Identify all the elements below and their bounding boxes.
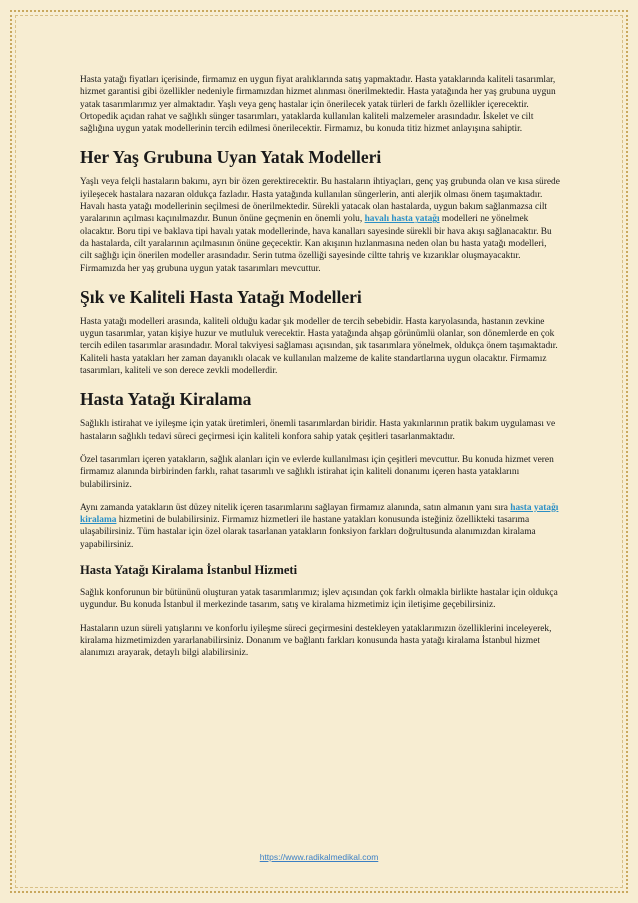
intro-paragraph: Hasta yatağı fiyatları içerisinde, firmamız en uygun fiyat aralıklarında satış yapmaktadır. Hasta yataklarında kaliteli tasarımlar, hizmet garantisi gibi özellikler nedeniyle firmamızdan hizmet alınması önerilmektedir. Hasta yatağında her yaş grubuna uygun yatak tasarımlarımız yer almaktadır. Yaşlı veya genç hastalar için önerilecek yatak türleri de farklı özellikler içerecektir. Ortopedik açıdan rahat ve sağlıklı sünger tasarımları, yataklarda kullanılan kaliteli malzemeler arasındadır. İskelet ve cilt sağlığına uygun yatak modellerinin tercih edilmesi önerilecektir. Firmamız, bu konuda titiz hizmet anlayışına sahiptir. bbox=[80, 75, 556, 135]
footer-website-link[interactable]: https://www.radikalmedikal.com bbox=[259, 852, 379, 862]
age-groups-paragraph: Yaşlı veya felçli hastaların bakımı, ayrı bir özen gerektirecektir. Bu hastaların ihtiyaçları, genç yaş grubunda olan ve kısa sürede iyileşecek hastalara nazaran oldukça fazladır. Hasta yatağında kullanılan süngerlerin, anti alerjik olması önem taşımaktadır. Havalı hasta yatağı modellerinin seçilmesi de önerilmektedir. Sürekli yatacak olan hastalarda, uygun bakım sağlanmazsa cilt yaralarının açılması kaçınılmazdır. Bunun önüne geçmenin en önemli yolu, havalı hasta yatağı modelleri ne yönelmek olacaktır. Boru tipi ve baklava tipi havalı yatak modellerinde, hava kanalları sayesinde sürekli bir hava akışı sağlanacaktır. Bu da hastalarda, cilt yaralarının açılmasının önüne geçecektir. Kan akışının hızlanmasına neden olan bu hasta yatağı modelleri, cilt sağlığı için önerilen modeller arasındadır. Serin tutma özelliği sayesinde ciltte tahriş ve kızarıklar oluşmayacaktır. Firmamızda her yaş grubuna uygun yatak tasarımları mevcuttur. bbox=[80, 177, 560, 274]
footer bbox=[0, 852, 638, 862]
istanbul-paragraph-1: Sağlık konforunun bir bütününü oluşturan yatak tasarımlarımız; işlev açısından çok farklı olmakla birlikte hastalar için oldukça uygundur. Bu konuda İstanbul il merkezinde tasarım, satış ve kiralama hizmetimiz için iletişime geçebilirsiniz. bbox=[80, 588, 558, 611]
section-heading-age-groups: Her Yaş Grubuna Uyan Yatak Modelleri bbox=[80, 147, 382, 168]
section-heading-rental: Hasta Yatağı Kiralama bbox=[80, 389, 252, 410]
rental-paragraph-1: Sağlıklı istirahat ve iyileşme için yatak üretimleri, önemli tasarımlardan biridir. Hasta yakınlarının pratik bakım uygulaması ve hastaların sağlıklı tedavi süreci geçirmesi için kaliteli konfora sahip yatak çeşitleri tasarlanmaktadır. bbox=[80, 419, 556, 442]
section-heading-stylish: Şık ve Kaliteli Hasta Yatağı Modelleri bbox=[80, 286, 362, 307]
istanbul-paragraph-2: Hastaların uzun süreli yatışlarını ve konforlu iyileşme süreci geçirmesini destekleyen yataklarımızın özelliklerini inceleyerek, kiralama hizmetimizden yararlanabilirsiniz. Donanım ve bağlantı farkları konusunda hasta yatağı kiralama İstanbul hizmet alanımızı arayarak, detaylı bilgi alabilirsiniz. bbox=[80, 623, 552, 659]
bed-rental-link[interactable]: hasta yatağı kiralama bbox=[80, 502, 559, 526]
air-mattress-link[interactable]: havalı hasta yatağı bbox=[364, 214, 440, 225]
section-heading-istanbul: Hasta Yatağı Kiralama İstanbul Hizmeti bbox=[80, 563, 298, 578]
rental-paragraph-2: Özel tasarımları içeren yatakların, sağlık alanları için ve evlerde kullanılması için çeşitleri mevcuttur. Bu konuda hizmet veren firmamız alanında birbirinden farklı, rahat tasarımlı ve sağlıklı istirahat için kaliteli donanımı içeren hasta yataklarını bulabilirsiniz. bbox=[80, 454, 554, 490]
rental-paragraph-3: Aynı zamanda yatakların üst düzey nitelik içeren tasarımlarını sağlayan firmamız alanında, satın almanın yanı sıra hasta yatağı kiralama hizmetini de bulabilirsiniz. Firmamız hizmetleri ile hastane yatakları konusunda isteğiniz özellikteki tasarıma ulaşabilirsiniz. Tüm hastalar için özel olarak tasarlanan yatakların fonksiyon farkları doğrultusunda alanımızdan kiralama yapabilirsiniz. bbox=[80, 502, 559, 550]
stylish-paragraph: Hasta yatağı modelleri arasında, kaliteli olduğu kadar şık modeller de tercih sebebidir. Hasta karyolasında, hastanın zevkine uygun tasarımlar, yatan kişiye huzur ve mutluluk verecektir. Hasta yatağında ahşap görünümlü olanlar, son dönemlerde en çok tercih edilen tasarımlar arasındadır. Moral takviyesi sağlaması açısından, şık tasarımlara yönelmek, oldukça önem taşımaktadır. Kaliteli hasta yatakları her zaman dayanıklı olacak ve kullanılan malzeme de kalite standartlarına uygun olacaktır. Firmamız tasarımları, kaliteli ve son derece zevkli modellerdir. bbox=[80, 316, 558, 377]
article bbox=[80, 74, 560, 671]
